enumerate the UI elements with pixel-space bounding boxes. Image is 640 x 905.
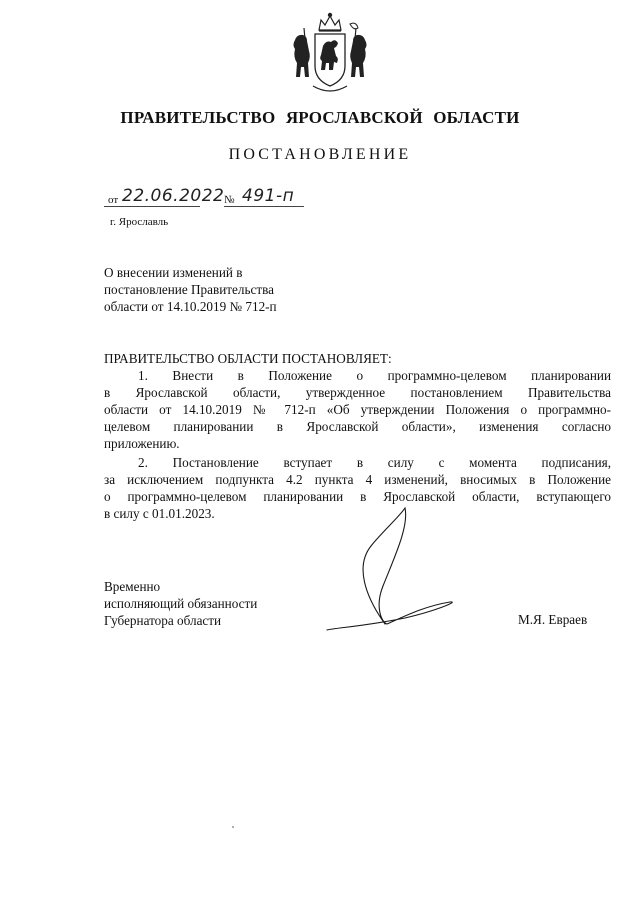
paragraph-1 [104,367,611,452]
document-subject [104,264,364,315]
date-number-row [104,186,314,208]
signatory-name: М.Я. Евраев [518,612,588,627]
paragraph-line: приложению. [104,436,180,451]
paragraph-line: за исключением подпункта 4.2 пункта 4 изменений, вносимых в Положение [104,472,611,487]
paragraph-line: в Ярославской области, утвержденное постановлением Правительства [104,385,611,400]
resolution-heading: ПРАВИТЕЛЬСТВО ОБЛАСТИ ПОСТАНОВЛЯЕТ: [104,351,392,366]
subject-line: О внесении изменений в [104,265,243,280]
date-prefix: от [108,194,119,206]
scan-speck [232,826,234,828]
number-prefix: № [224,194,235,206]
city-label: г. Ярославль [110,216,169,228]
paragraph-line: области от 14.10.2019 № 712-п «Об утверждении Положения о программно- [104,402,611,417]
date-underline [104,206,200,207]
document-type-heading: ПОСТАНОВЛЕНИЕ [228,146,412,163]
organization-heading: ПРАВИТЕЛЬСТВО ЯРОСЛАВСКОЙ ОБЛАСТИ [120,108,520,127]
coat-of-arms-emblem [283,10,377,98]
handwritten-number: 491-п [242,186,295,206]
number-underline [224,206,304,207]
paragraph-line: 1. Внести в Положение о программно-целевом планировании [138,368,611,383]
signatory-title-line: исполняющий обязанности [104,596,258,611]
paragraph-line: целевом планировании в Ярославской области», изменения согласно [104,419,611,434]
paragraph-line: в силу с 01.01.2023. [104,506,215,521]
paragraph-line: о программно-целевом планировании в Ярославской области, вступающего [104,489,611,504]
subject-line: области от 14.10.2019 № 712-п [104,299,277,314]
subject-line: постановление Правительства [104,282,275,297]
signatory-title [104,578,257,629]
paragraph-line: 2. Постановление вступает в силу с момента подписания, [138,455,611,470]
handwritten-signature [325,506,505,638]
signatory-title-line: Временно [104,579,161,594]
handwritten-date: 22.06.2022 [122,186,225,206]
signatory-title-line: Губернатора области [104,613,222,628]
